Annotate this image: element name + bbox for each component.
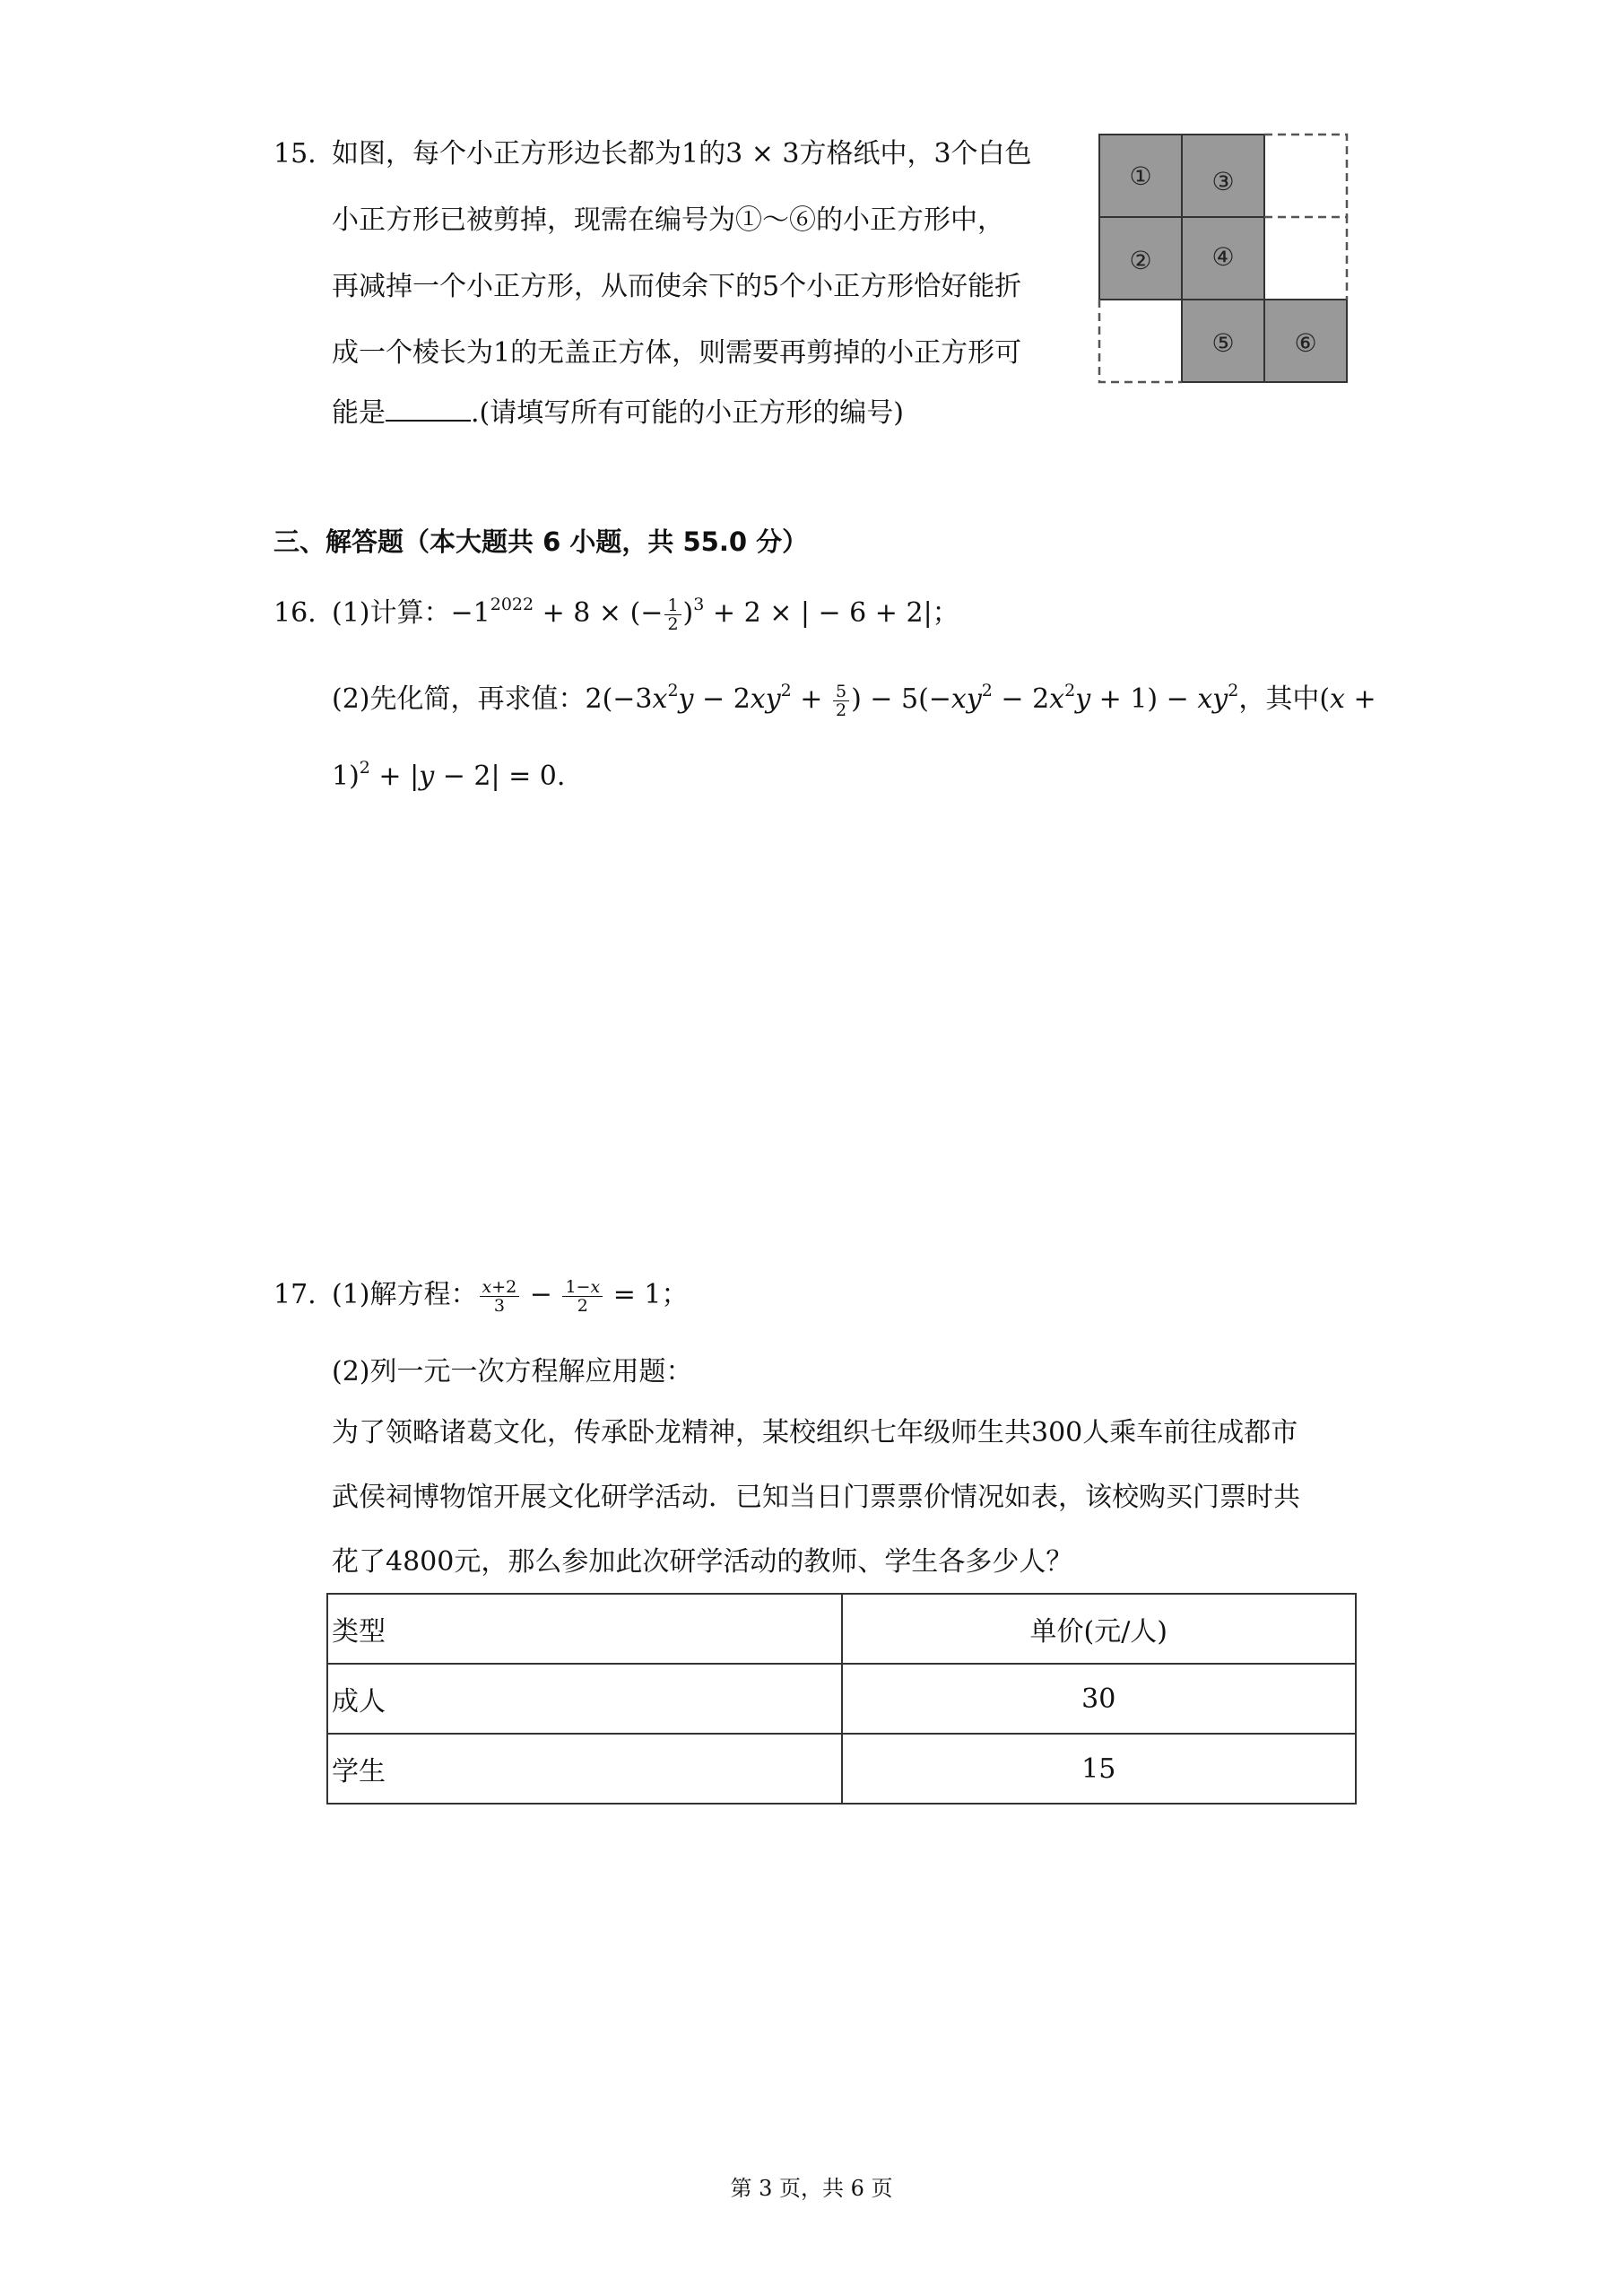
table-cell-price: 15	[842, 1734, 1357, 1804]
table-row	[327, 1734, 1356, 1804]
q15-line1: 如图，每个小正方形边长都为1的3 × 3方格纸中，3个白色	[332, 138, 1032, 170]
grid-figure	[1096, 131, 1352, 387]
q17-part2-label: (2)列一元一次方程解应用题：	[332, 1356, 693, 1387]
q16-condition-start: (x +	[1319, 683, 1376, 715]
q16-number: 16.	[273, 597, 317, 629]
q15-line5-start: 能是	[332, 397, 386, 429]
q15-line5-end: .(请填写所有可能的小正方形的编号)	[471, 397, 904, 429]
q17-line1: 为了领略诸葛文化，传承卧龙精神，某校组织七年级师生共300人乘车前往成都市	[332, 1417, 1298, 1448]
q17-equation: $\frac{x+2}{3}$ − $\frac{1-x}{2}$ = 1；	[478, 1279, 689, 1310]
label-5: ⑤	[1211, 328, 1235, 358]
label-4: ④	[1211, 242, 1235, 272]
q17-number: 17.	[273, 1279, 317, 1310]
q16-part2	[332, 682, 1376, 719]
label-3: ③	[1211, 167, 1235, 196]
table-cell-price: 30	[842, 1664, 1357, 1734]
q17-part1	[332, 1277, 688, 1315]
ticket-price-table	[326, 1593, 1357, 1805]
label-1: ①	[1129, 161, 1152, 191]
q16-part2-where: 其中	[1265, 683, 1320, 715]
label-6: ⑥	[1294, 328, 1317, 358]
q15-number: 15.	[273, 138, 317, 170]
q15-line3: 再减掉一个小正方形，从而使余下的5个小正方形恰好能折	[332, 271, 1022, 302]
q16-part2-label: (2)先化简，再求值：	[332, 683, 586, 715]
q17-part1-label: (1)解方程：	[332, 1279, 478, 1310]
label-2: ②	[1129, 246, 1152, 275]
q15-line2: 小正方形已被剪掉，现需在编号为①～⑥的小正方形中，	[332, 204, 1004, 236]
table-header-type: 类型	[327, 1594, 842, 1664]
q16-condition: 1)$^2$ + |y − 2| = 0.	[332, 758, 566, 792]
q16-part2-expr: $2(-3x^2y - 2xy^2$ + $\frac{5}{2}$ ) − $5(-xy^2 - 2x^2y + 1) - xy^2$，	[585, 681, 1266, 720]
q16-part1-expr: $-1^{2022} + 8$ × (− $\frac{1}{2}$ )$^3$ + 2 × | − 6 + 2|；	[450, 595, 959, 634]
table-header-price: 单价(元/人)	[842, 1594, 1357, 1664]
q16-part1-label: (1)计算：	[332, 597, 451, 629]
answer-blank	[386, 395, 471, 422]
section-title: 三、解答题（本大题共 6 小题，共 55.0 分）	[273, 526, 809, 557]
q16-part1	[332, 596, 959, 633]
table-row	[327, 1664, 1356, 1734]
table-cell-type: 成人	[327, 1664, 842, 1734]
page-footer: 第 3 页，共 6 页	[730, 2176, 893, 2201]
q17-line3: 花了4800元，那么参加此次研学活动的教师、学生各多少人？	[332, 1546, 1073, 1578]
q17-line2: 武侯祠博物馆开展文化研学活动．已知当日门票票价情况如表，该校购买门票时共	[332, 1482, 1300, 1513]
q15-line4: 成一个棱长为1的无盖正方体，则需要再剪掉的小正方形可	[332, 337, 1022, 369]
table-header-row	[327, 1594, 1356, 1664]
q15-line5	[332, 395, 904, 431]
table-cell-type: 学生	[327, 1734, 842, 1804]
